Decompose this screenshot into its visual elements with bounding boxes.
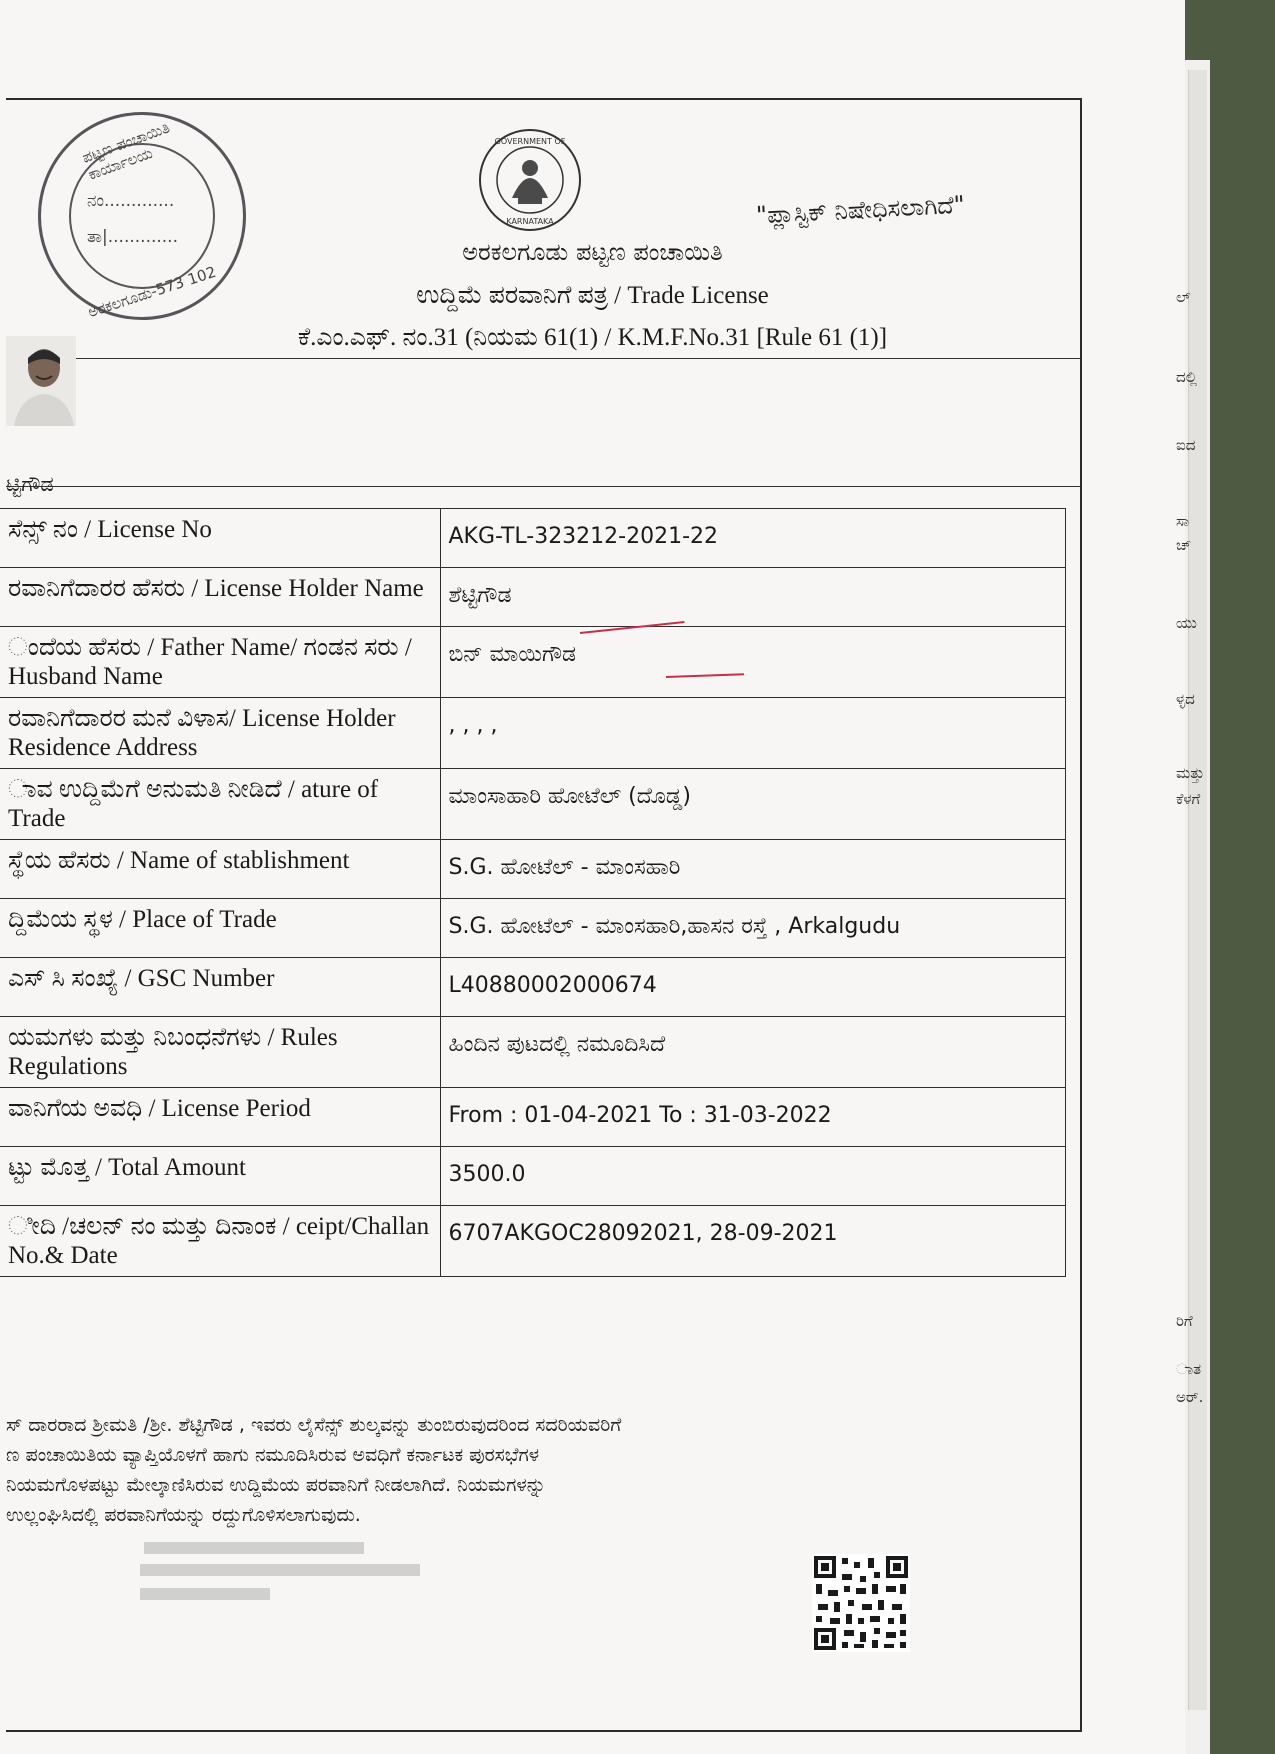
statement-line: ಸ್ ದಾರರಾದ ಶ್ರೀಮತಿ /ಶ್ರೀ. ಶೆಟ್ಟಿಗೌಡ , ಇವರು ಲೈಸೆನ್ಸ್ ಶುಲ್ಕವನ್ನು ತುಂಬಿರುವುದರಿಂದ ಸದರಿಯವರಿಗೆ [6,1414,622,1436]
side-fragment: ದಲ್ಲಿ [1176,368,1198,386]
seal-number-line: ನಂ............. [87,191,175,211]
government-emblem-icon [478,128,582,232]
emblem-bottom-text: KARNATAKA [506,217,554,226]
nature-of-trade-value: ಮಾಂಸಾಹಾರಿ ಹೋಟೆಲ್ (ದೊಡ್ಡ) [440,769,1066,840]
total-amount-value: 3500.0 [440,1147,1066,1206]
table-row-license-no [0,509,1066,568]
table-row-total-amount [0,1147,1066,1206]
table-row-license-period [0,1088,1066,1147]
form-reference: ಕೆ.ಎಂ.ಎಫ್. ನಂ.31 (ನಿಯಮ 61(1) / K.M.F.No.31 [Rule 61 (1)] [297,324,888,351]
row-label: ಸ್ಥೆಯ ಹೆಸರು / Name of stablishment [0,840,440,899]
address-value: , , , , [440,698,1066,769]
seal-date-line: ತಾ|............. [87,227,178,247]
row-label: ಸೆನ್ಸ್ ನಂ / License No [0,509,440,568]
row-label: ವಾನಿಗೆಯ ಅವಧಿ / License Period [0,1088,440,1147]
table-row-address [0,698,1066,769]
father-name-value: ಬಿನ್ ಮಾಯಿಗೌಡ [440,627,1066,698]
photo-divider [6,486,1080,487]
plastic-ban-notice: "ಪ್ಲಾಸ್ಟಿಕ್ ನಿಷೇಧಿಸಲಾಗಿದೆ" [755,190,966,230]
row-label: ಾವ ಉದ್ದಿಮೆಗೆ ಅನುಮತಿ ನೀಡಿದೆ / ature of Trade [0,769,440,840]
table-row-nature-of-trade [0,769,1066,840]
underlying-sheet-edge [1188,70,1207,1710]
side-fragment: ಚ್ [1176,536,1192,554]
authority-name: ಅರಕಲಗೂಡು ಪಟ್ಟಣ ಪಂಚಾಯಿತಿ [462,238,723,266]
emblem-top-text: GOVERNMENT OF [494,137,566,146]
rules-value: ಹಿಂದಿನ ಪುಟದಲ್ಲಿ ನಮೂದಿಸಿದೆ [440,1017,1066,1088]
receipt-value: 6707AKGOC28092021, 28-09-2021 [440,1206,1066,1277]
qr-code-icon [812,1554,910,1652]
side-fragment: ಳ್ಳದ [1176,690,1195,708]
holder-photo [6,336,76,426]
side-fragment: ಾತ [1176,1360,1202,1378]
license-number-value: AKG-TL-323212-2021-22 [440,509,1066,568]
row-label: ೀದಿ /ಚಲನ್ ನಂ ಮತ್ತು ದಿನಾಂಕ / ceipt/Challan No.& Date [0,1206,440,1277]
table-row-establishment [0,840,1066,899]
license-statement [6,1410,906,1530]
holder-name-value: ಶೆಟ್ಟಿಗೌಡ [440,568,1066,627]
row-label: ಂದೆಯ ಹೆಸರು / Father Name/ ಗಂಡನ ಸರು / Husband Name [0,627,440,698]
header-divider [6,358,1080,359]
row-label: ರವಾನಿಗೆದಾರರ ಮನೆ ವಿಳಾಸ/ License Holder Residence Address [0,698,440,769]
side-fragment: ಅರ್. [1176,1388,1204,1406]
license-details-table [0,508,1066,1277]
license-period-value: From : 01-04-2021 To : 31-03-2022 [440,1088,1066,1147]
side-fragment: ಕೆಳಗೆ [1176,790,1201,808]
seal-arc-top: ಪಟ್ಟಣ ಪಂಚಾಯಿತಿ ಕಾರ್ಯಾಲಯ [79,118,173,184]
side-fragment: ಸಾ [1176,512,1190,530]
document-title: ಉದ್ದಿಮೆ ಪರವಾನಿಗೆ ಪತ್ರ / Trade License [416,282,769,309]
table-row-rules [0,1017,1066,1088]
table-row-receipt [0,1206,1066,1277]
statement-line: ಣ ಪಂಚಾಯಿತಿಯ ವ್ಯಾಪ್ತಿಯೊಳಗೆ ಹಾಗು ನಮೂದಿಸಿರುವ ಅವಧಿಗೆ ಕರ್ನಾಟಕ ಪುರಸಭೆಗಳ [6,1444,540,1466]
table-row-gsc-number [0,958,1066,1017]
row-label: ರವಾನಿಗೆದಾರರ ಹೆಸರು / License Holder Name [0,568,440,627]
row-label: ಎಸ್ ಸಿ ಸಂಖ್ಯೆ / GSC Number [0,958,440,1017]
side-fragment: ಯು [1176,614,1197,632]
gsc-number-value: L40880002000674 [440,958,1066,1017]
table-row-place-of-trade [0,899,1066,958]
table-row-holder-name [0,568,1066,627]
side-fragment: ಲ್ [1176,288,1191,306]
row-label: ಯಮಗಳು ಮತ್ತು ನಿಬಂಧನೆಗಳು / Rules Regulations [0,1017,440,1088]
seal-arc-bottom: ಅರಕಲಗೂಡು-573 102 [85,262,219,322]
statement-line: ನಿಯಮಗೊಳಪಟ್ಟು ಮೇಲ್ಕಾಣಿಸಿರುವ ಉದ್ದಿಮೆಯ ಪರವಾನಿಗೆ ನೀಡಲಾಗಿದೆ. ನಿಯಮಗಳನ್ನು [6,1474,546,1496]
side-fragment: ಐದ [1176,436,1196,454]
faint-signature-stamp [140,1536,430,1610]
holder-name-tag: ಟ್ಟಿಗೌಡ [6,472,54,496]
row-label: ಟ್ಟು ಮೊತ್ತ / Total Amount [0,1147,440,1206]
statement-line: ಉಲ್ಲಂಘಿಸಿದಲ್ಲಿ ಪರವಾನಿಗೆಯನ್ನು ರದ್ದುಗೊಳಿಸಲಾಗುವುದು. [6,1504,361,1526]
place-of-trade-value: S.G. ಹೋಟೆಲ್ - ಮಾಂಸಹಾರಿ,ಹಾಸನ ರಸ್ತೆ , Arkalgudu [440,899,1066,958]
row-label: ದ್ದಿಮೆಯ ಸ್ಥಳ / Place of Trade [0,899,440,958]
table-row-father-name [0,627,1066,698]
establishment-value: S.G. ಹೋಟೆಲ್ - ಮಾಂಸಹಾರಿ [440,840,1066,899]
side-fragment: ಮತ್ತು [1176,764,1205,782]
side-fragment: ರಿಗೆ [1176,1312,1193,1330]
